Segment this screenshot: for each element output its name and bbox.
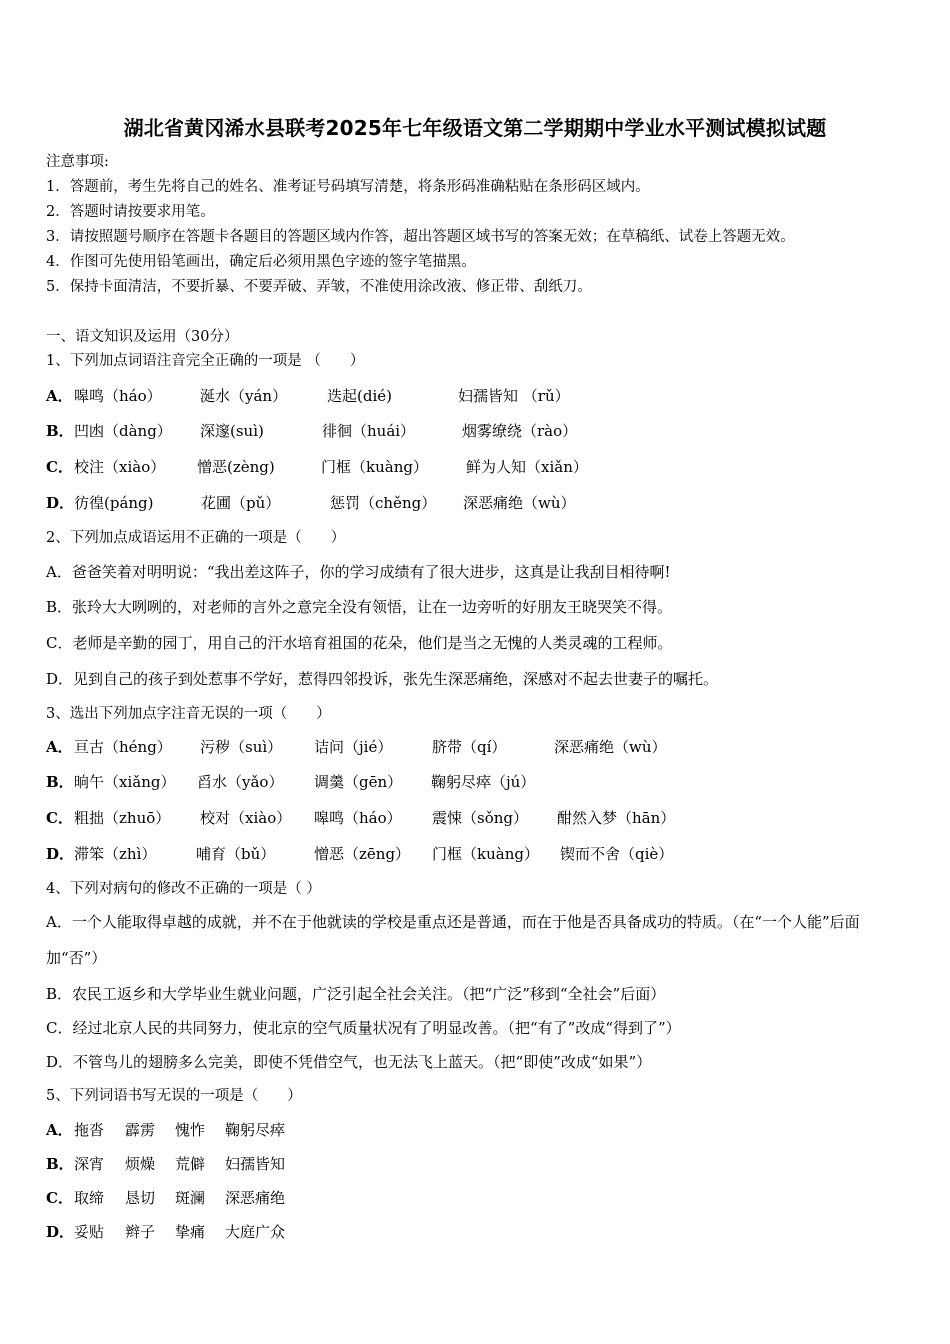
option-item: 滞笨（zhì） [74, 845, 157, 863]
note-item: 2．答题时请按要求用笔。 [46, 204, 215, 220]
option-label: D． [46, 1223, 75, 1241]
option-item: 舀水（yǎo） [197, 773, 284, 791]
option-item: 震悚（sǒng） [432, 809, 528, 827]
option-item: 愧怍 [175, 1121, 206, 1139]
option-item: 拖沓 [74, 1121, 105, 1139]
option-item: 挚痛 [175, 1223, 206, 1241]
option-item: 鞠躬尽瘁（jú） [431, 773, 536, 791]
q4-option-b: B．农民工返乡和大学毕业生就业问题，广泛引起全社会关注。（把“广泛”移到“全社会”后面） [46, 985, 666, 1003]
option-label: A． [46, 1121, 73, 1139]
option-item: 荒僻 [175, 1155, 206, 1173]
question-stem-5: 5、下列词语书写无误的一项是（ ） [46, 1088, 302, 1104]
option-item: 凹凼（dàng） [74, 422, 172, 440]
option-item: 深恶痛绝 [225, 1189, 286, 1207]
option-item: 妇孺皆知 [225, 1155, 286, 1173]
q2-option-b: B．张玲大大咧咧的，对老师的言外之意完全没有领悟，让在一边旁听的好朋友王晓哭笑不得。 [46, 598, 673, 616]
option-item: 憎恶(zèng) [197, 458, 275, 476]
option-item: 深恶痛绝（wù） [554, 738, 667, 756]
q2-option-a: A．爸爸笑着对明明说：“我出差这阵子，你的学习成绩有了很大进步，这真是让我刮目相待啊! [46, 563, 671, 581]
option-item: 彷徨(páng) [74, 494, 154, 512]
note-item: 5．保持卡面清洁，不要折暴、不要弄破、弄皱，不准使用涂改液、修正带、刮纸刀。 [46, 279, 592, 295]
section-heading: 一、语文知识及运用（30分） [46, 329, 239, 345]
option-item: 晌午（xiǎng） [74, 773, 176, 791]
option-item: 锲而不舍（qiè） [560, 845, 674, 863]
question-stem-3: 3、选出下列加点字注音无误的一项（ ） [46, 706, 331, 722]
question-stem-2: 2、下列加点成语运用不正确的一项是（ ） [46, 530, 346, 546]
option-item: 校注（xiào） [74, 458, 166, 476]
option-item: 烟雾缭绕（rào） [462, 422, 578, 440]
option-label: B． [46, 1155, 74, 1173]
option-label: C． [46, 458, 73, 476]
option-item: 粗拙（zhuō） [74, 809, 171, 827]
option-item: 花圃（pǔ） [201, 494, 281, 512]
option-item: 斑澜 [175, 1189, 206, 1207]
option-item: 惩罚（chěng） [330, 494, 437, 512]
q4-option-c: C．经过北京人民的共同努力，使北京的空气质量状况有了明显改善。（把“有了”改成“得到了”） [46, 1019, 681, 1037]
option-item: 脐带（qí） [432, 738, 507, 756]
option-item: 妥贴 [74, 1223, 105, 1241]
option-item: 烦燥 [125, 1155, 156, 1173]
option-item: 深宵 [74, 1155, 105, 1173]
page-title: 湖北省黄冈浠水县联考2025年七年级语文第二学期期中学业水平测试模拟试题 [123, 116, 827, 140]
option-item: 大庭广众 [225, 1223, 286, 1241]
option-item: 鞠躬尽瘁 [225, 1121, 286, 1139]
option-item: 辫子 [125, 1223, 156, 1241]
option-item: 鲜为人知（xiǎn） [466, 458, 588, 476]
note-item: 1．答题前，考生先将自己的姓名、准考证号码填写清楚，将条形码准确粘贴在条形码区域内。 [46, 179, 650, 195]
option-item: 门框（kuàng） [321, 458, 428, 476]
option-item: 嗥鸣（háo） [74, 387, 162, 405]
option-item: 深邃(suì) [200, 422, 264, 440]
option-item: 憎恶（zēng） [314, 845, 411, 863]
option-item: 亘古（héng） [74, 738, 172, 756]
option-label: C． [46, 809, 73, 827]
option-item: 恳切 [125, 1189, 156, 1207]
question-stem-1: 1、下列加点词语注音完全正确的一项是 （ ） [46, 353, 365, 369]
option-item: 迭起(dié) [327, 387, 392, 405]
option-label: B． [46, 422, 74, 440]
q4-option-d: D．不管鸟儿的翅膀多么完美，即使不凭借空气，也无法飞上蓝天。（把“即使”改成“如果”） [46, 1053, 652, 1071]
q4-option-a: A．一个人能取得卓越的成就，并不在于他就读的学校是重点还是普通，而在于他是否具备成功的特质。（在“一个人能”后面加“否”） [46, 913, 860, 967]
note-item: 3．请按照题号顺序在答题卡各题目的答题区域内作答，超出答题区域书写的答案无效；在草稿纸、试卷上答题无效。 [46, 229, 795, 245]
option-label: D． [46, 845, 75, 863]
option-item: 霹雳 [125, 1121, 156, 1139]
option-item: 哺育（bǔ） [196, 845, 276, 863]
note-item: 4．作图可先使用铅笔画出，确定后必须用黑色字迹的签字笔描黑。 [46, 254, 476, 270]
question-stem-4: 4、下列对病句的修改不正确的一项是（ ） [46, 881, 321, 897]
option-item: 徘徊（huái） [322, 422, 416, 440]
option-item: 门框（kuàng） [432, 845, 539, 863]
option-label: C． [46, 1189, 73, 1207]
option-item: 涎水（yán） [200, 387, 288, 405]
option-item: 调羹（gēn） [314, 773, 403, 791]
q2-option-c: C．老师是辛勤的园丁，用自己的汗水培育祖国的花朵，他们是当之无愧的人类灵魂的工程师。 [46, 634, 673, 652]
option-item: 酣然入梦（hān） [557, 809, 676, 827]
option-label: B． [46, 773, 74, 791]
option-item: 诘问（jié） [314, 738, 393, 756]
notes-heading: 注意事项: [46, 154, 109, 170]
q2-option-d: D．见到自己的孩子到处惹事不学好，惹得四邻投诉，张先生深恶痛绝，深感对不起去世妻子的嘱托。 [46, 670, 719, 688]
option-item: 嗥鸣（háo） [314, 809, 402, 827]
option-label: A． [46, 387, 73, 405]
option-label: A． [46, 738, 73, 756]
option-item: 取缔 [74, 1189, 105, 1207]
option-item: 校对（xiào） [200, 809, 292, 827]
option-label: D． [46, 494, 75, 512]
option-item: 妇孺皆知 （rǔ） [458, 387, 570, 405]
option-item: 深恶痛绝（wù） [463, 494, 576, 512]
option-item: 污秽（suì） [200, 738, 283, 756]
